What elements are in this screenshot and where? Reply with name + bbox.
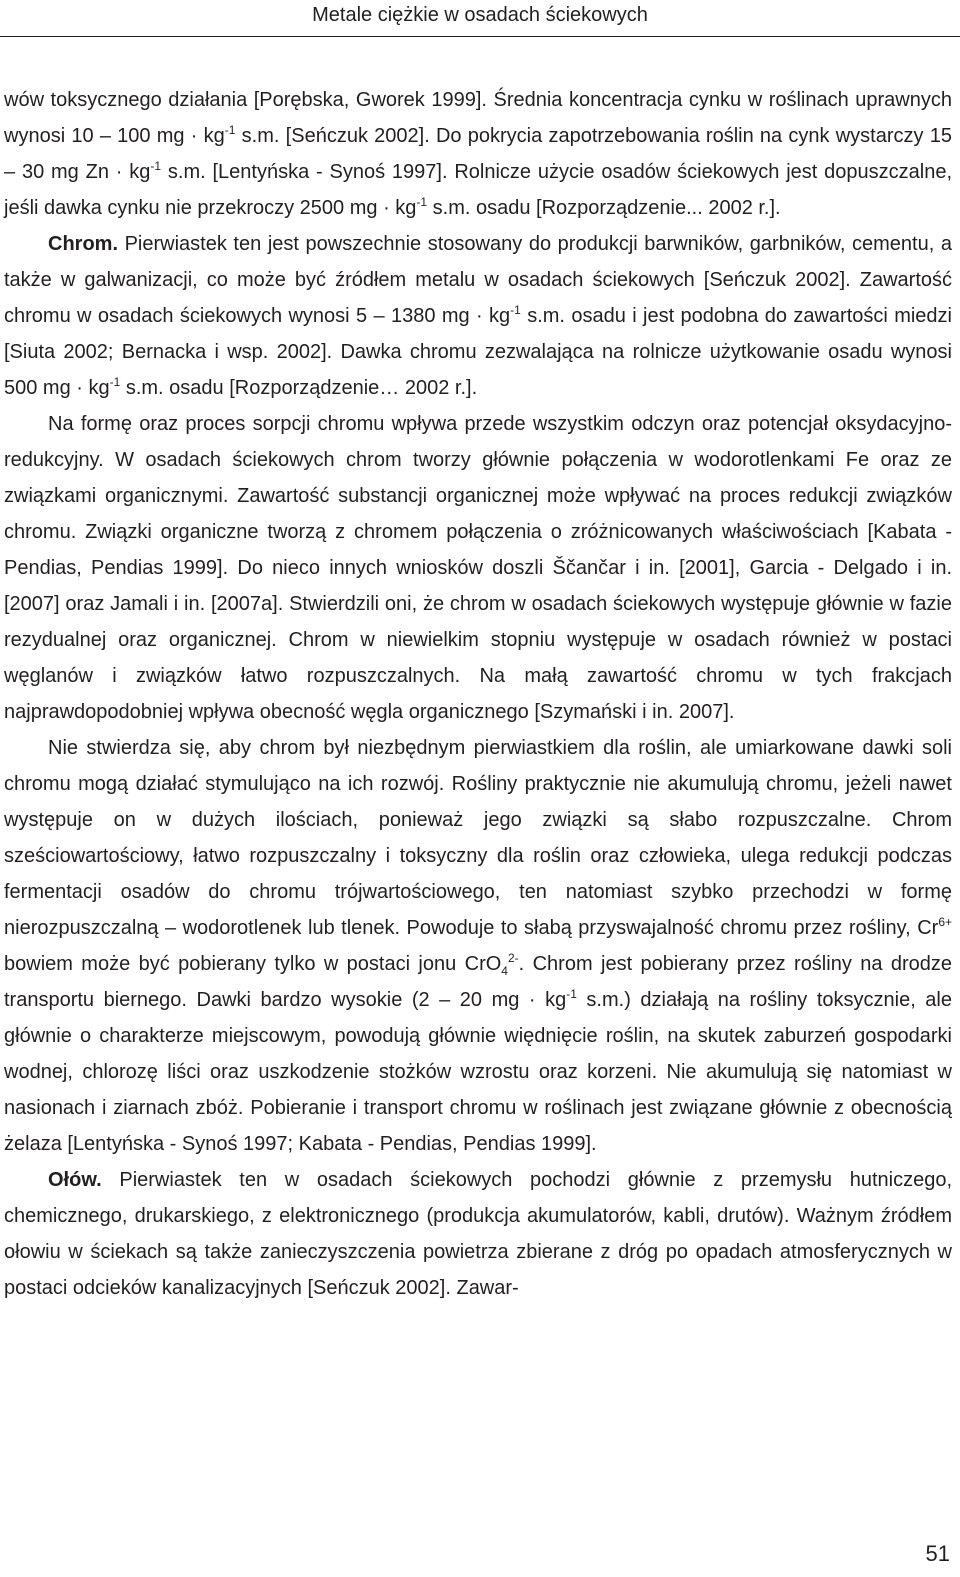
section-heading-lead: Ołów. <box>48 1169 102 1191</box>
text-run: s.m. [Lentyńska - Synoś 1997]. Rolnicze użycie osadów ściekowych jest dopuszczalne, jeśli dawka cynku nie przekroczy 2500 mg · kg <box>4 161 953 219</box>
paragraph-chromium-plants <box>4 730 952 1162</box>
text-run: Na formę oraz proces sorpcji chromu wpływa przede wszystkim odczyn oraz potencjał oksydacyjno-redukcyjny. W osadach ściekowych chrom tworzy głównie połączenia w wodorotlenkami Fe oraz ze związkami organicznymi. Zawartość substancji organicznej może wpływać na proces redukcji związków chromu. Związki organiczne tworzą z chromem połączenia o zróżnicowanych właściwościach [Kabata - Pendias, Pendias 1999]. Do nieco innych wniosków doszli Ščančar i in. [2001], Garcia - Delgado i in. [2007] oraz Jamali i in. [2007a]. Stwierdzili oni, że chrom w osadach ściekowych występuje głównie w fazie rezydualnej oraz organicznej. Chrom w niewielkim stopniu występuje w osadach również w postaci węglanów i związków łatwo rozpuszczalnych. Na małą zawartość chromu w tych frakcjach najprawdopodobniej wpływa obecność węgla organicznego [Szymański i in. 2007]. <box>4 413 952 723</box>
superscript: 6+ <box>938 915 952 929</box>
text-run: . Chrom jest pobierany przez rośliny na drodze transportu biernego. Dawki bardzo wysokie (2 – 20 mg · kg <box>4 953 952 1011</box>
running-header <box>0 0 960 36</box>
superscript: 2- <box>507 951 519 965</box>
superscript: -1 <box>416 195 428 209</box>
paragraph-zinc <box>4 82 952 226</box>
text-run: s.m. osadu [Rozporządzenie... 2002 r.]. <box>427 197 781 219</box>
text-run: bowiem może być pobierany tylko w postaci jonu CrO <box>4 953 502 975</box>
subscript: 4 <box>501 964 508 978</box>
text-run: s.m.) działają na rośliny toksycznie, ale głównie o charakterze miejscowym, powodują głównie więdnięcie roślin, na skutek zaburzeń gospodarki wodnej, chlorozę liści oraz uszkodzenie stożków wzrostu oraz korzeni. Nie akumulują się natomiast w nasionach i ziarnach zbóż. Pobieranie i transport chromu w roślinach jest związane głównie z obecnością żelaza [Lentyńska - Synoś 1997; Kabata - Pendias, Pendias 1999]. <box>4 989 952 1155</box>
superscript: -1 <box>510 303 521 317</box>
header-divider <box>0 36 960 37</box>
body-text <box>4 82 952 1306</box>
text-run: wów toksycznego działania [Porębska, Gworek 1999]. Średnia koncentracja cynku w roślinach uprawnych wynosi 10 – 100 mg · kg <box>4 89 952 147</box>
paragraph-chromium-sorption <box>4 406 952 730</box>
text-run: s.m. [Seńczuk 2002]. Do pokrycia zapotrzebowania roślin na cynk wystarczy 15 – 30 mg Zn · kg <box>4 125 952 183</box>
text-run: Pierwiastek ten w osadach ściekowych pochodzi głównie z przemysłu hutniczego, chemicznego, drukarskiego, z elektronicznego (produkcja akumulatorów, kabli, drutów). Ważnym źródłem ołowiu w ściekach są także zanieczyszczenia powietrza zbierane z dróg po opadach atmosferycznych w postaci odcieków kanalizacyjnych [Seńczuk 2002]. Zawar- <box>4 1169 952 1299</box>
superscript: -1 <box>224 123 236 137</box>
running-header-title: Metale ciężkie w osadach ściekowych <box>312 4 648 26</box>
superscript: -1 <box>150 159 162 173</box>
paragraph-lead <box>4 1162 952 1306</box>
superscript: -1 <box>566 987 577 1001</box>
page-number: 51 <box>925 1541 950 1566</box>
text-run: Pierwiastek ten jest powszechnie stosowany do produkcji barwników, garbników, cementu, a także w galwanizacji, co może być źródłem metalu w osadach ściekowych [Seńczuk 2002]. Zawartość chromu w osadach ściekowych wynosi 5 – 1380 mg · kg <box>4 233 952 327</box>
text-run: s.m. osadu i jest podobna do zawartości miedzi [Siuta 2002; Bernacka i wsp. 2002]. Dawka chromu zezwalająca na rolnicze użytkowanie osadu wynosi 500 mg · kg <box>4 305 952 399</box>
text-run: s.m. osadu [Rozporządzenie… 2002 r.]. <box>120 377 478 399</box>
superscript: -1 <box>109 375 121 389</box>
text-run: Nie stwierdza się, aby chrom był niezbędnym pierwiastkiem dla roślin, ale umiarkowane dawki soli chromu mogą działać stymulująco na ich rozwój. Rośliny praktycznie nie akumulują chromu, jeżeli nawet występuje on w dużych ilościach, ponieważ jego związki są słabo rozpuszczalne. Chrom sześciowartościowy, łatwo rozpuszczalny i toksyczny dla roślin oraz człowieka, ulega redukcji podczas fermentacji osadów do chromu trójwartościowego, ten natomiast szybko przechodzi w formę nierozpuszczalną – wodorotlenek lub tlenek. Powoduje to słabą przyswajalność chromu przez rośliny, Cr <box>4 737 952 939</box>
section-heading-chromium: Chrom. <box>48 233 118 255</box>
paragraph-chromium-intro <box>4 226 952 406</box>
